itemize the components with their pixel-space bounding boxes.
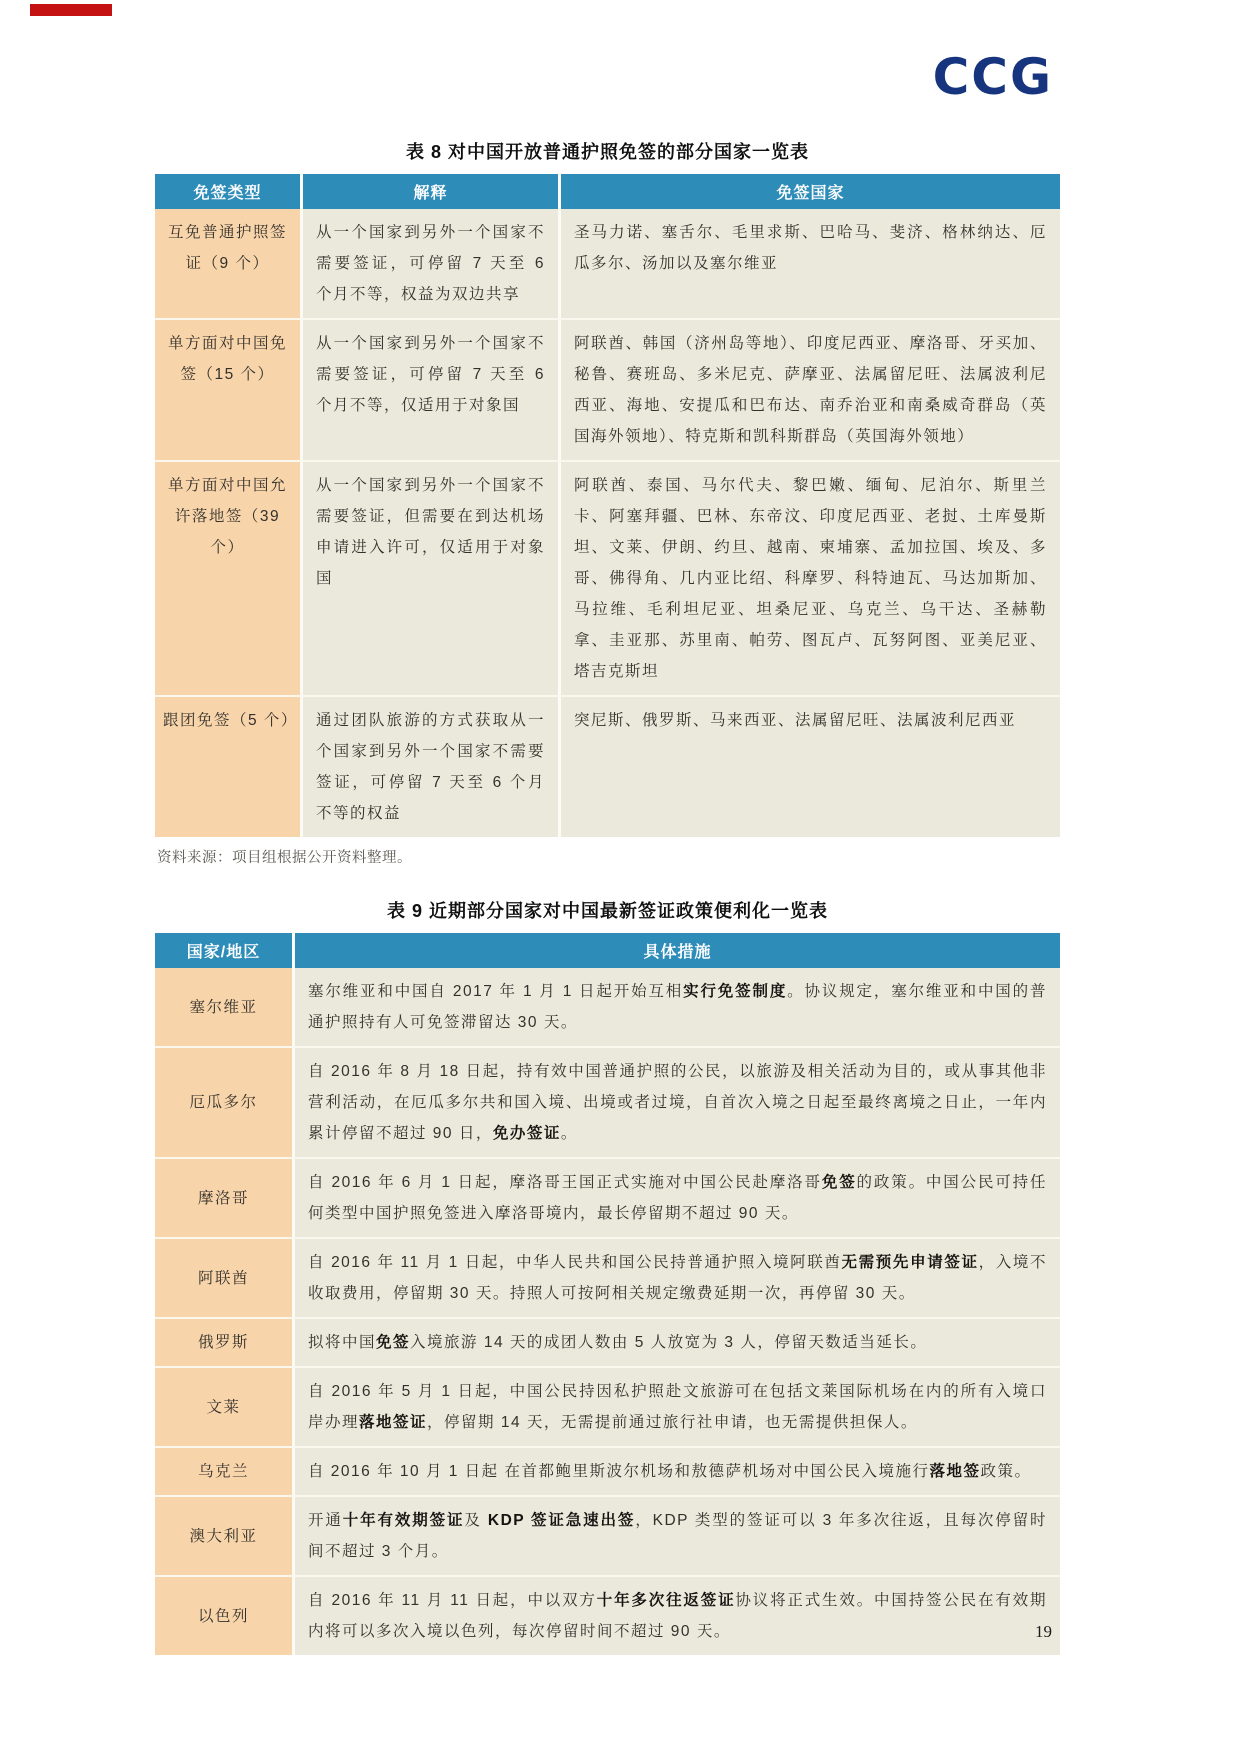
cell-measures: 塞尔维亚和中国自 2017 年 1 月 1 日起开始互相实行免签制度。协议规定，塞尔维亚和中国的普通护照持有人可免签滞留达 30 天。 xyxy=(292,968,1060,1046)
table8-header-row xyxy=(155,174,1060,209)
cell-country: 以色列 xyxy=(155,1577,292,1655)
cell-country: 澳大利亚 xyxy=(155,1497,292,1575)
cell-explanation: 从一个国家到另外一个国家不需要签证，可停留 7 天至 6 个月不等，仅适用于对象国 xyxy=(300,320,558,460)
cell-explanation: 从一个国家到另外一个国家不需要签证，但需要在到达机场申请进入许可，仅适用于对象国 xyxy=(300,462,558,695)
table8-header-countries: 免签国家 xyxy=(558,174,1060,209)
cell-explanation: 从一个国家到另外一个国家不需要签证，可停留 7 天至 6 个月不等，权益为双边共享 xyxy=(300,209,558,318)
table-row xyxy=(155,1495,1060,1575)
cell-country: 摩洛哥 xyxy=(155,1159,292,1237)
cell-countries: 阿联酋、泰国、马尔代夫、黎巴嫩、缅甸、尼泊尔、斯里兰卡、阿塞拜疆、巴林、东帝汶、印度尼西亚、老挝、土库曼斯坦、文莱、伊朗、约旦、越南、柬埔寨、孟加拉国、埃及、多哥、佛得角、几内亚比绍、科摩罗、科特迪瓦、马达加斯加、马拉维、毛利坦尼亚、坦桑尼亚、乌克兰、乌干达、圣赫勒拿、圭亚那、苏里南、帕劳、图瓦卢、瓦努阿图、亚美尼亚、塔吉克斯坦 xyxy=(558,462,1060,695)
ccg-logo: CCG xyxy=(932,48,1053,106)
table-row xyxy=(155,1046,1060,1157)
table-row xyxy=(155,695,1060,837)
table9-header-country: 国家/地区 xyxy=(186,944,261,961)
cell-measures: 自 2016 年 8 月 18 日起，持有效中国普通护照的公民，以旅游及相关活动为目的，或从事其他非营利活动，在厄瓜多尔共和国入境、出境或者过境，自首次入境之日起至最终离境之日止，一年内累计停留不超过 90 日，免办签证。 xyxy=(292,1048,1060,1157)
page-content xyxy=(155,138,1060,1655)
cell-countries: 阿联酋、韩国（济州岛等地）、印度尼西亚、摩洛哥、牙买加、秘鲁、赛班岛、多米尼克、萨摩亚、法属留尼旺、法属波利尼西亚、海地、安提瓜和巴布达、南乔治亚和南桑威奇群岛（英国海外领地）、特克斯和凯科斯群岛（英国海外领地） xyxy=(558,320,1060,460)
table-row xyxy=(155,968,1060,1046)
cell-measures: 开通十年有效期签证及 KDP 签证急速出签，KDP 类型的签证可以 3 年多次往返，且每次停留时间不超过 3 个月。 xyxy=(292,1497,1060,1575)
cell-visa-type: 单方面对中国免签（15 个） xyxy=(155,320,300,460)
cell-country: 俄罗斯 xyxy=(155,1319,292,1366)
cell-measures: 自 2016 年 5 月 1 日起，中国公民持因私护照赴文旅游可在包括文莱国际机场在内的所有入境口岸办理落地签证，停留期 14 天，无需提前通过旅行社申请，也无需提供担保人。 xyxy=(292,1368,1060,1446)
table-row xyxy=(155,318,1060,460)
cell-measures: 自 2016 年 11 月 1 日起，中华人民共和国公民持普通护照入境阿联酋无需预先申请签证，入境不收取费用，停留期 30 天。持照人可按阿相关规定缴费延期一次，再停留 30 天。 xyxy=(292,1239,1060,1317)
cell-visa-type: 单方面对中国允许落地签（39 个） xyxy=(155,462,300,695)
page-number: 19 xyxy=(1035,1622,1052,1641)
table9-header-row xyxy=(155,933,1060,968)
table9-header-measures: 具体措施 xyxy=(292,933,1060,968)
cell-measures: 自 2016 年 11 月 11 日起，中以双方十年多次往返签证协议将正式生效。中国持签公民在有效期内将可以多次入境以色列，每次停留时间不超过 90 天。 xyxy=(292,1577,1060,1655)
cell-explanation: 通过团队旅游的方式获取从一个国家到另外一个国家不需要签证，可停留 7 天至 6 个月不等的权益 xyxy=(300,697,558,837)
source-note: 资料来源：项目组根据公开资料整理。 xyxy=(157,850,412,866)
cell-country: 厄瓜多尔 xyxy=(155,1048,292,1157)
table-row xyxy=(155,1157,1060,1237)
table-row xyxy=(155,1446,1060,1495)
table8-title: 表 8 对中国开放普通护照免签的部分国家一览表 xyxy=(405,142,809,162)
table-row xyxy=(155,1575,1060,1655)
table8-header-explanation: 解释 xyxy=(300,174,558,209)
table-row xyxy=(155,460,1060,695)
table-row xyxy=(155,209,1060,318)
cell-countries: 突尼斯、俄罗斯、马来西亚、法属留尼旺、法属波利尼西亚 xyxy=(558,697,1060,837)
cell-country: 文莱 xyxy=(155,1368,292,1446)
cell-measures: 自 2016 年 10 月 1 日起 在首都鲍里斯波尔机场和敖德萨机场对中国公民入境施行落地签政策。 xyxy=(292,1448,1060,1495)
cell-country: 阿联酋 xyxy=(155,1239,292,1317)
cell-visa-type: 跟团免签（5 个） xyxy=(155,697,300,837)
cell-country: 乌克兰 xyxy=(155,1448,292,1495)
table8-header-visa-type: 免签类型 xyxy=(193,185,262,202)
table-row xyxy=(155,1317,1060,1366)
table9-title: 表 9 近期部分国家对中国最新签证政策便利化一览表 xyxy=(386,901,828,921)
cell-country: 塞尔维亚 xyxy=(155,968,292,1046)
table-row xyxy=(155,1237,1060,1317)
table8 xyxy=(155,174,1060,837)
cell-countries: 圣马力诺、塞舌尔、毛里求斯、巴哈马、斐济、格林纳达、厄瓜多尔、汤加以及塞尔维亚 xyxy=(558,209,1060,318)
table9 xyxy=(155,933,1060,1655)
cell-measures: 拟将中国免签入境旅游 14 天的成团人数由 5 人放宽为 3 人，停留天数适当延长。 xyxy=(292,1319,1060,1366)
table-row xyxy=(155,1366,1060,1446)
corner-red-mark xyxy=(30,4,112,16)
cell-visa-type: 互免普通护照签证（9 个） xyxy=(155,209,300,318)
cell-measures: 自 2016 年 6 月 1 日起，摩洛哥王国正式实施对中国公民赴摩洛哥免签的政策。中国公民可持任何类型中国护照免签进入摩洛哥境内，最长停留期不超过 90 天。 xyxy=(292,1159,1060,1237)
